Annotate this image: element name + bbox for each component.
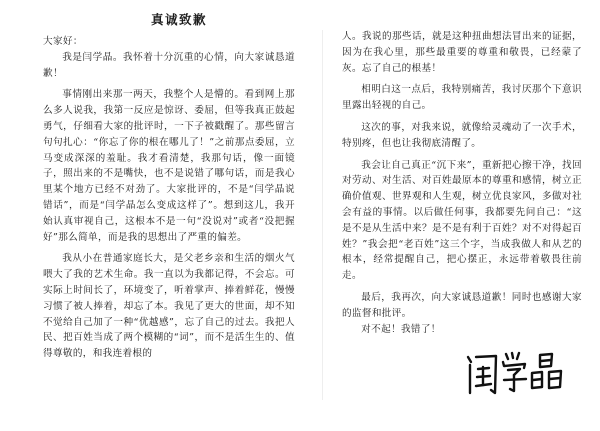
paragraph-1: 我是闫学晶。我怀着十分沉重的心情，向大家诚恳道歉！ xyxy=(43,51,295,79)
salutation: 大家好： xyxy=(43,36,83,47)
paragraph-8: 对不起！我错了！ xyxy=(361,323,441,335)
paragraph-4: 相明白这一点后，我特别痛苦，我讨厌那个下意识里露出轻视的自己。 xyxy=(342,84,582,112)
page-fold-divider xyxy=(322,30,323,400)
paragraph-6: 我会让自己真正“沉下来”，重新把心擦干净，找回对劳动、对生活、对百姓最原本的尊重和感情，树立正确价值观、世界观和人生观，树立优良家风，多做对社会有益的事情。以后做任何事，我都要先问自己：“这是不是从生活中来？是不是有利于百姓？对不对得起百姓？”我会把“老百姓”这三个字，当成我做人和从艺的根本，经常提醒自己，把心摆正，永远带着敬畏往前走。 xyxy=(342,159,582,282)
paragraph-5: 这次的事，对我来说，就像给灵魂动了一次手术，特别疼，但也让我彻底清醒了。 xyxy=(342,121,582,149)
handwritten-signature xyxy=(462,349,572,399)
paragraph-3: 我从小在普通家庭长大，是父老乡亲和生活的烟火气喂大了我的艺术生命。我一直以为我都记得，不会忘。可实际上时间长了，环境变了，听着掌声、捧着鲜花，慢慢习惯了被人捧着，却忘了本。我见了更大的世面，却不知不觉给自己加了一种“优越感”，忘了自己的过去。我把人民、把百姓当成了两个模糊的“词”，而不是活生生的、值得尊敬的，和我连着根的 xyxy=(43,253,295,360)
paragraph-7: 最后，我再次，向大家诚恳道歉！同时也感谢大家的监督和批评。 xyxy=(342,291,582,319)
letter-title: 真诚致歉 xyxy=(150,12,207,27)
paragraph-3-continued: 人。我说的那些话，就是这种扭曲想法冒出来的证据，因为在我心里，那些最重要的尊重和敬畏，已经蒙了灰。忘了自己的根基！ xyxy=(342,31,582,74)
paragraph-2: 事情刚出来那一两天，我整个人是懵的。看到网上那么多人说我，我第一反应是惊讶、委屈，但等我真正鼓起勇气，仔细看大家的批评时，一下子被戳醒了。那些留言句句扎心：“你忘了你的根在哪儿了！”之前那点委屈，立马变成深深的羞耻。我才看清楚，我那句话，像一面镜子，照出来的不是嘴快，也不是说错了哪句话，而是我心里某个地方已经不对劲了。大家批评的，不是“闫学晶说错话”，而是“闫学晶怎么变成这样了”。想到这儿，我开始认真审视自己，这根本不是一句“没说对”或者“没把握好”那么简单，而是我的思想出了严重的偏差。 xyxy=(43,89,295,243)
right-column xyxy=(342,29,582,337)
left-column xyxy=(43,12,295,362)
